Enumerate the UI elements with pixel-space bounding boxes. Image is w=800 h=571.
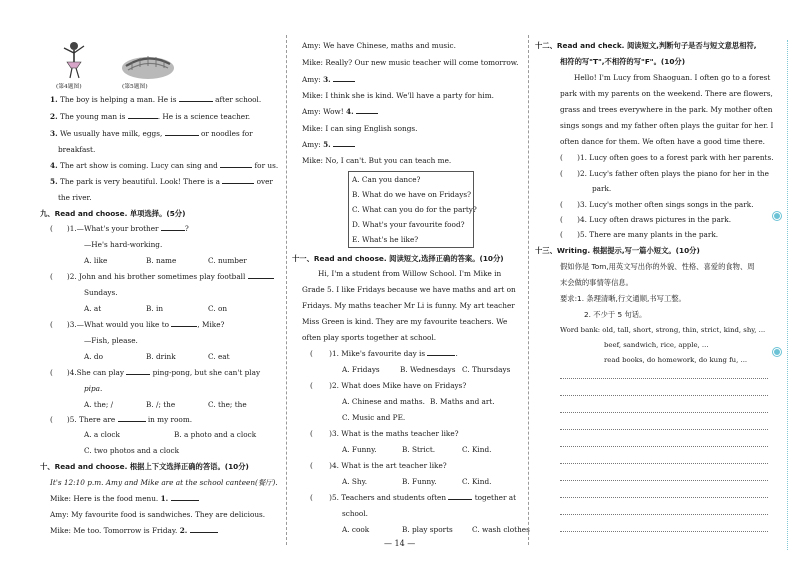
passage-line: Miss Green is kind. They are my favourite teachers. We [302,317,508,326]
fill-item: 1. The boy is helping a man. He is after school. [50,95,262,104]
option[interactable]: C. What can you do for the party? [352,205,477,214]
option[interactable]: B. Strict. [402,445,436,454]
passage-line: grass and trees everywhere in the park. My mother often [560,105,773,114]
question-line: —Fish, please. [84,336,138,345]
writing-line[interactable] [560,412,768,413]
passage-line: Hello! I'm Lucy from Shaoguan. I often go to a forest [574,73,771,82]
answer-blank[interactable] [179,96,213,102]
prompt-line: 假如你是 Tom,用英文写出你的外貌、性格、喜爱的食物、周 [560,262,755,271]
option[interactable]: A. Can you dance? [352,175,421,184]
section-13-title: 十三、Writing. 根据提示,写一篇小短文。(10分) [535,246,700,255]
question-line: pipa. [84,384,103,393]
dialog-line: Mike: Here is the food menu. 1. [50,495,199,502]
writing-line[interactable] [560,480,768,481]
option[interactable]: C. the; the [208,400,247,409]
dancing-girl-icon [60,40,88,82]
prompt-line: 要求:1. 条理清晰,行文通顺,书写工整。 [560,294,686,303]
writing-line[interactable] [560,378,768,379]
check-row: ( )3. Lucy's mother often sings songs in the park. [560,200,754,209]
option[interactable]: B. in [146,304,164,313]
dialog-line: Mike: Really? Our new music teacher will come tomorrow. [302,58,519,67]
option[interactable]: B. play sports [402,525,453,534]
option[interactable]: C. on [208,304,228,313]
options-row [84,305,227,312]
fill-item-cont: breakfast. [58,145,96,154]
options-row [84,401,247,408]
binding-hole-icon [773,348,781,356]
option[interactable]: A. Fridays [342,365,380,374]
option[interactable]: A. Funny. [342,445,377,454]
dialog-line: Mike: I think she is kind. We'll have a party for him. [302,91,494,100]
dialog-line: Amy: 3. [302,76,355,83]
option[interactable]: A. Shy. [342,477,368,486]
option[interactable]: B. Funny. [402,477,437,486]
question-row: ( )4.She can play ping-pong, but she can't play [50,368,261,377]
passage-line: Hi, I'm a student from Willow School. I'm Mike in [318,269,502,278]
writing-line[interactable] [560,446,768,447]
question-row: ( )1. Mike's favourite day is . [310,349,458,358]
answer-blank[interactable] [222,178,254,184]
option[interactable]: B. drink [146,352,176,361]
passage-line: often dance for them. We often have a good time there. [560,137,765,146]
dialog-line: Amy: 5. [302,141,355,148]
answer-blank[interactable] [333,141,355,147]
option[interactable]: B. /; the [146,400,176,409]
passage-line: Fridays. My maths teacher Mr Li is funny. My art teacher [302,301,515,310]
question-line: school. [342,509,368,518]
option[interactable]: E. What's he like? [352,235,419,244]
option[interactable]: B. a photo and a clock [174,430,257,439]
writing-line[interactable] [560,463,768,464]
question-row: ( )5. Teachers and students often together at [310,493,517,502]
option[interactable]: A. Chinese and maths. [342,397,425,406]
answer-blank[interactable] [171,495,199,501]
question-row: ( )4. What is the art teacher like? [310,461,447,470]
fill-item: 4. The art show is coming. Lucy can sing and for us. [50,161,279,170]
column-divider [528,35,529,545]
option[interactable]: C. number [208,256,247,265]
options-row [342,478,491,485]
option[interactable]: A. the; / [84,400,114,409]
dialog-line: Amy: We have Chinese, maths and music. [302,41,456,50]
option[interactable]: C. Kind. [462,477,492,486]
option[interactable]: C. Thursdays [462,365,511,374]
bridge-icon [120,48,176,82]
dialog-intro: It's 12:10 p.m. Amy and Mike are at the school canteen(餐厅). [50,478,278,487]
answer-blank[interactable] [128,113,158,119]
dialog-line: Mike: No, I can't. But you can teach me. [302,156,452,165]
option[interactable]: A. do [84,352,103,361]
section-11-title: 十一、Read and choose. 阅读短文,选择正确的答案。(10分) [292,254,504,263]
answer-blank[interactable] [171,321,197,327]
options-row [84,257,247,264]
options-row [342,446,491,453]
answer-blank[interactable] [161,225,185,231]
option[interactable]: B. Maths and art. [430,397,495,406]
question-row: ( )1.—What's your brother ? [50,224,189,233]
passage-line: sings songs and my father often plays the guitar for her. I [560,121,774,130]
passage-line: Grade 5. I like Fridays because we have maths and art on [302,285,516,294]
option[interactable]: B. name [146,256,177,265]
section-10-title: 十、Read and choose. 根据上下文选择正确的答语。(10分) [40,462,249,471]
check-row-cont: park. [592,184,612,193]
answer-blank[interactable] [165,130,199,136]
question-row: ( )2. John and his brother sometimes play football [50,273,274,280]
dialog-line: Amy: My favourite food is sandwiches. They are delicious. [50,510,266,519]
options-row [84,353,230,360]
caption-q4: (第4题图) [56,84,82,90]
answer-blank[interactable] [448,494,472,500]
dialog-line: Mike: Me too. Tomorrow is Friday. 2. [50,527,218,534]
question-row: ( )5. There are in my room. [50,415,193,424]
question-row: ( )3.—What would you like to , Mike? [50,320,225,329]
word-bank: read books, do homework, do kung fu, ... [604,356,748,364]
question-row: ( )3. What is the maths teacher like? [310,429,459,438]
answer-blank[interactable] [248,273,274,279]
check-row: ( )1. Lucy often goes to a forest park with her parents. [560,153,774,162]
dialog-line: Amy: Wow! 4. [302,108,378,115]
caption-q5: (第5题图) [122,84,148,90]
answer-blank[interactable] [190,527,218,533]
binding-hole-icon [773,212,781,220]
prompt-line: 2. 不少于 5 句话。 [584,310,647,319]
passage-line: often play sports together at school. [302,333,437,342]
section-12-title: 十二、Read and check. 阅读短文,判断句子是否与短文意思相符, [535,41,757,50]
answer-blank[interactable] [333,76,355,82]
option[interactable]: A. at [84,304,102,313]
section-9-title: 九、Read and choose. 单项选择。(5分) [40,209,186,218]
option[interactable]: D. What's your favourite food? [352,220,465,229]
option[interactable]: C. wash clothes [472,525,530,534]
option[interactable]: C. Music and PE. [342,413,406,422]
fill-item: 3. We usually have milk, eggs, or noodles for [50,129,253,138]
passage-line: park with my parents on the weekend. There are flowers, [560,89,773,98]
option[interactable]: A. a clock [84,430,120,439]
writing-line[interactable] [560,531,768,532]
question-line: —He's hard-working. [84,240,163,249]
column-divider [286,35,287,545]
page-number: — 14 — [384,539,416,548]
answer-blank[interactable] [220,162,252,168]
check-row: ( )2. Lucy's father often plays the piano for her in the [560,169,769,178]
check-row: ( )4. Lucy often draws pictures in the park. [560,215,732,224]
prompt-line: 末会做的事情等信息。 [560,278,633,287]
answer-blank[interactable] [118,416,146,422]
option[interactable]: C. Kind. [462,445,492,454]
option[interactable]: A. cook [342,525,370,534]
fill-item: 5. The park is very beautiful. Look! There is a over [50,177,273,186]
options-row [342,526,530,533]
option[interactable]: A. like [84,256,108,265]
word-bank: beef, sandwich, rice, apple, ... [604,341,709,349]
writing-line[interactable] [560,395,768,396]
answer-blank[interactable] [126,369,150,375]
option[interactable]: C. eat [208,352,230,361]
option[interactable]: B. Wednesdays [400,365,456,374]
dialog-line: Mike: I can sing English songs. [302,124,418,133]
options-row [342,398,495,405]
binding-edge [787,40,788,550]
question-line: Sundays. [84,288,118,297]
option[interactable]: C. two photos and a clock [84,446,180,455]
options-row [342,366,510,373]
fill-item-cont: the river. [58,193,92,202]
check-row: ( )5. There are many plants in the park. [560,230,719,239]
answer-blank[interactable] [427,350,455,356]
question-row: ( )2. What does Mike have on Fridays? [310,381,467,390]
option[interactable]: B. What do we have on Fridays? [352,190,471,199]
writing-line[interactable] [560,514,768,515]
fill-item: 2. The young man is . He is a science teacher. [50,112,251,121]
word-bank: Word bank: old, tall, short, strong, thin, strict, kind, shy, ... [560,326,766,334]
writing-line[interactable] [560,429,768,430]
answer-blank[interactable] [356,108,378,114]
writing-line[interactable] [560,497,768,498]
section-12-title-cont: 相符的写"T",不相符的写"F"。(10分) [560,57,686,66]
